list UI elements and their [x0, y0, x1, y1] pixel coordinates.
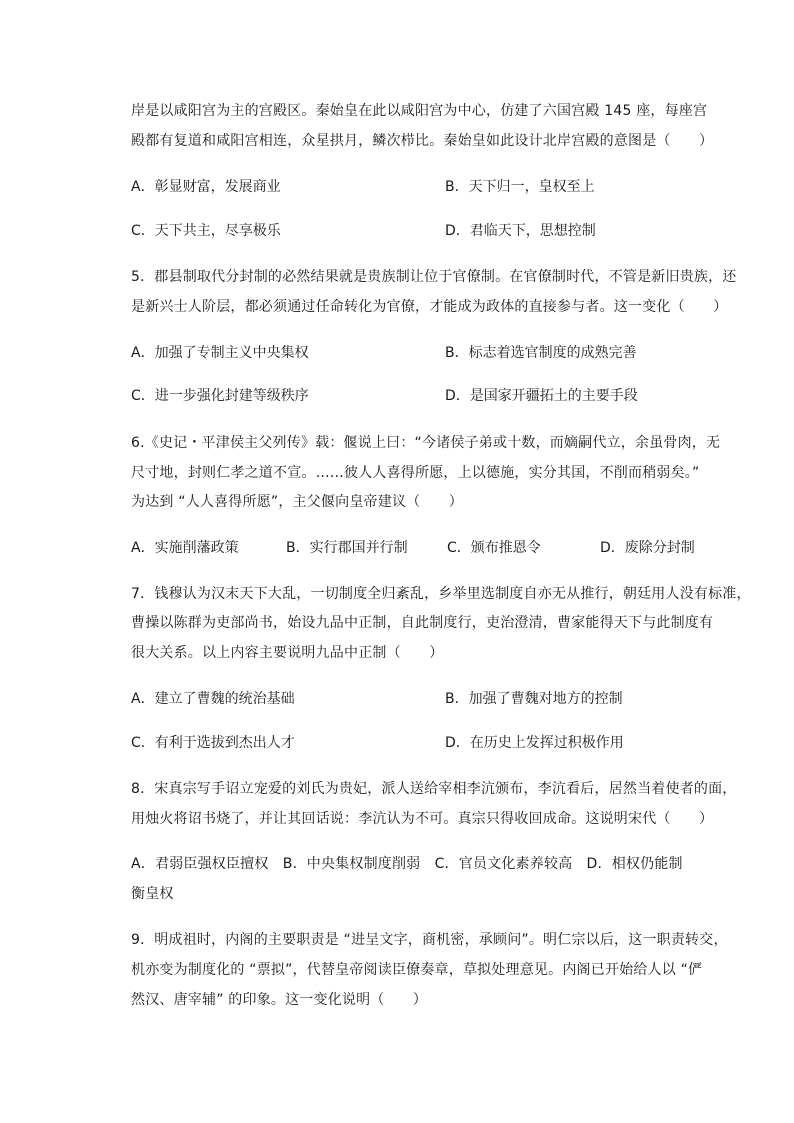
q6-option-d: D．废除分封制 — [600, 540, 695, 556]
q7-option-b: B．加强了曹魏对地方的控制 — [445, 691, 623, 707]
q5-stem-line-1: 5．郡县制取代分封制的必然结果就是贵族制让位于官僚制。在官僚制时代，不管是新旧贵族，还 — [131, 269, 737, 285]
q8-options-continued: 衡皇权 — [131, 886, 174, 902]
q6-stem-line-2: 尺寸地，封则仁孝之道不宣。……彼人人喜得所愿，上以德施，实分其国，不削而稍弱矣。” — [131, 465, 700, 481]
q7-option-a: A．建立了曹魏的统治基础 — [131, 691, 295, 707]
q7-stem-line-2: 曹操以陈群为吏部尚书，始设九品中正制，自此制度行，吏治澄清，曹家能得天下与此制度有 — [131, 615, 714, 631]
q7-option-d: D．在历史上发挥过积极作用 — [445, 735, 624, 751]
q7-option-c: C．有利于选拔到杰出人才 — [131, 735, 295, 751]
q5-option-c: C．进一步强化封建等级秩序 — [131, 388, 309, 404]
q6-option-a: A．实施削藩政策 — [131, 540, 239, 556]
q7-stem-line-3: 很大关系。以上内容主要说明九品中正制（ ） — [131, 645, 444, 661]
q4-option-b: B．天下归一，皇权至上 — [445, 179, 595, 195]
q5-option-d: D．是国家开疆拓土的主要手段 — [445, 388, 638, 404]
q6-stem-line-1: 6.《史记・平津侯主父列传》载：偃说上曰：“今诸侯子弟或十数，而嫡嗣代立，余虽骨肉，无 — [131, 435, 721, 451]
q5-option-a: A．加强了专制主义中央集权 — [131, 345, 309, 361]
q8-stem-line-2: 用烛火将诏书烧了，并让其回话说：李沆认为不可。真宗只得收回成命。这说明宋代（ ） — [131, 811, 714, 827]
q4-stem-line-2: 殿都有复道和咸阳宫相连，众星拱月，鳞次栉比。秦始皇如此设计北岸宫殿的意图是（ ） — [131, 133, 714, 149]
q4-option-c: C．天下共主，尽享极乐 — [131, 223, 281, 239]
q9-stem-line-1: 9．明成祖时，内阁的主要职责是 “进呈文字，商机密，承顾问”。明仁宗以后，这一职责转交， — [131, 932, 728, 948]
q4-stem-line-1: 岸是以咸阳宫为主的宫殿区。秦始皇在此以咸阳宫为中心，仿建了六国宫殿 145 座，每座宫 — [131, 103, 708, 119]
q9-stem-line-2: 机亦变为制度化的 “票拟”，代替皇帝阅读臣僚奏章，草拟处理意见。内阁已开始给人以 “俨 — [131, 962, 703, 978]
q4-option-d: D．君临天下，思想控制 — [445, 223, 596, 239]
q7-stem-line-1: 7．钱穆认为汉末天下大乱，一切制度全归紊乱，乡举里选制度自亦无从推行，朝廷用人没有标准， — [131, 586, 751, 602]
q9-stem-line-3: 然汉、唐宰辅” 的印象。这一变化说明（ ） — [131, 992, 428, 1008]
q8-options: A．君弱臣强权臣擅权 B．中央集权制度削弱 C．官员文化素养较高 D．相权仍能制 — [131, 856, 683, 872]
q5-stem-line-2: 是新兴士人阶层，都必须通过任命转化为官僚，才能成为政体的直接参与者。这一变化（ ） — [131, 299, 728, 315]
q5-option-b: B．标志着选官制度的成熟完善 — [445, 345, 637, 361]
q6-option-c: C．颁布推恩令 — [447, 540, 541, 556]
q6-option-b: B．实行郡国并行制 — [286, 540, 408, 556]
q4-option-a: A．彰显财富，发展商业 — [131, 179, 281, 195]
q8-stem-line-1: 8．宋真宗写手诏立宠爱的刘氏为贵妃，派人送给宰相李沆颁布，李沆看后，居然当着使者的面， — [131, 781, 737, 797]
q6-stem-line-3: 为达到 “人人喜得所愿”，主父偃向皇帝建议（ ） — [131, 494, 463, 510]
